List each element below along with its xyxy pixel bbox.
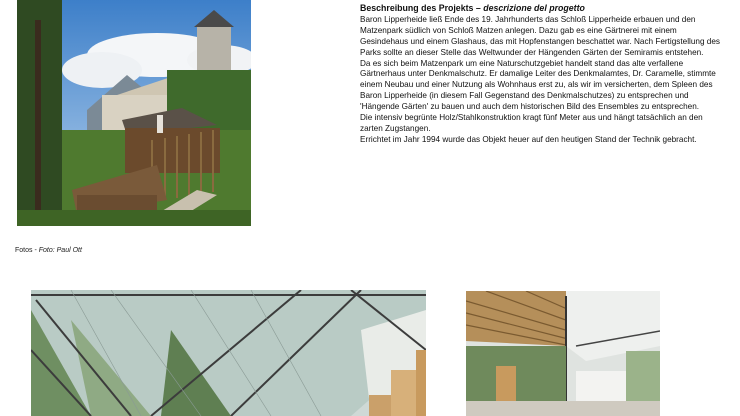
greenhouse-photo bbox=[31, 290, 426, 416]
project-description bbox=[360, 3, 720, 146]
description-title bbox=[360, 3, 720, 14]
description-body bbox=[360, 15, 720, 146]
title-separator: – bbox=[473, 3, 484, 13]
interior-photo bbox=[466, 291, 660, 416]
caption-photographer: Foto: Paul Ott bbox=[38, 247, 82, 254]
description-paragraph: Baron Lipperheide ließ Ende des 19. Jahrhunderts das Schloß Lipperheide erbauen und den Matzenpark südlich von Schloß Matzen anlegen. Dazu gab es eine Gärtnerei mit einem Gesindehaus und einem Glashaus, das mit Hopfenstangen beschattet war. Nach Fertigstellung des Parks sollte an dieser Stelle das Weltwunder der Hängenden Gärten der Semiramis entstehen. bbox=[360, 14, 721, 57]
title-german: Beschreibung des Projekts bbox=[360, 3, 474, 13]
description-paragraph: Errichtet im Jahr 1994 wurde das Objekt heuer auf den heutigen Stand der Technik gebracht. bbox=[360, 134, 697, 144]
description-paragraph: Die intensiv begrünte Holz/Stahlkonstruktion kragt fünf Meter aus und hängt tatsächlich an den zarten Zugstangen. bbox=[360, 113, 703, 133]
description-paragraph: Da es sich beim Matzenpark um eine Naturschutzgebiet handelt stand das alte verfallene Gärtnerhaus unter Denkmalschutz. Er damalige Leiter des Denkmalamtes, Dr. Caramelle, stimmte einem Neubau und einer Nutzung als Wohnhaus erst zu, als wir im versicherten, dem Spleen des Baron Lipperheide (in diesem Fall Gegenstand des Denkmalschutzes) zu entsprechen und 'Hängende Gärten' zu bauen und auch dem historischen Bild des Ensembles zu entsprechen. bbox=[360, 58, 716, 112]
caption-label: Fotos - bbox=[15, 247, 39, 254]
castle-photo bbox=[17, 0, 251, 226]
photo-caption bbox=[15, 247, 82, 254]
title-italian: descrizione del progetto bbox=[483, 3, 585, 13]
